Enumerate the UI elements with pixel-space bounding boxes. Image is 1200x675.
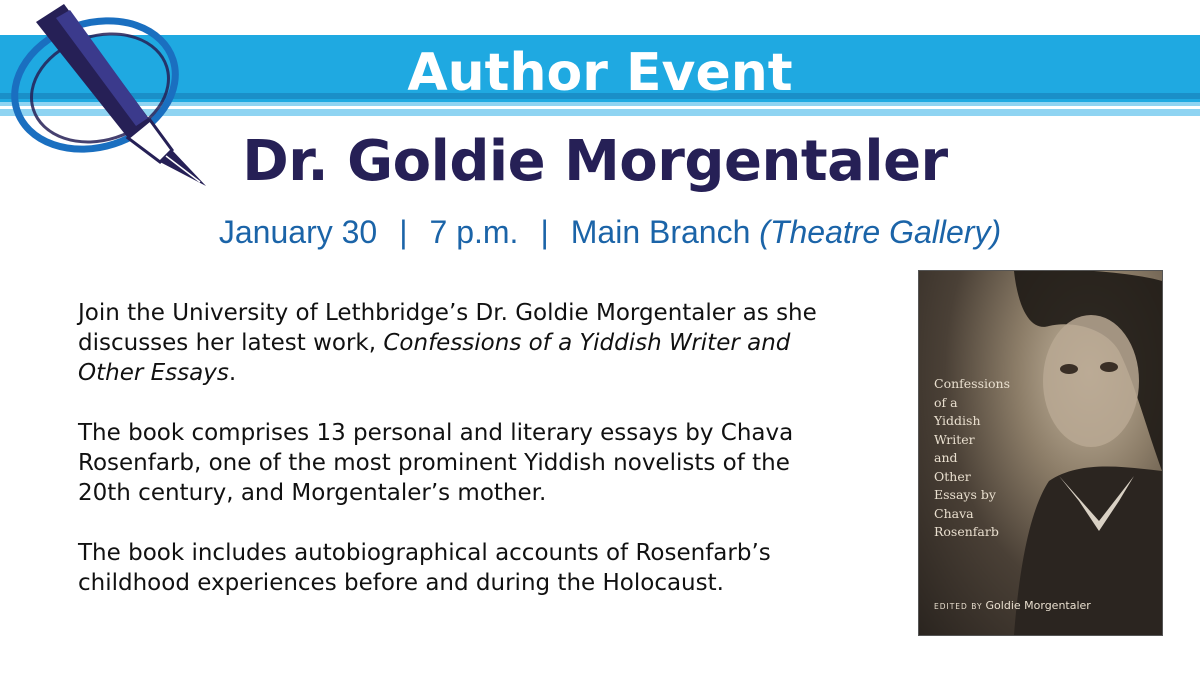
event-details [120, 207, 1100, 257]
event-description [78, 298, 838, 628]
cover-title-line: Writer [934, 431, 975, 447]
separator: | [540, 214, 549, 250]
cover-title-line: Chava [934, 505, 974, 521]
cover-title [934, 375, 1044, 542]
author-name: Dr. Goldie Morgentaler [242, 129, 948, 194]
event-time: 7 p.m. [429, 214, 519, 250]
cover-title-line: Other [934, 468, 971, 484]
book-title: Confessions of a Yiddish Writer and Other Essays [78, 330, 791, 386]
cover-title-line: Rosenfarb [934, 524, 999, 539]
cover-title-line: Essays by [934, 487, 996, 502]
fountain-pen-icon [0, 0, 215, 190]
event-date: January 30 [218, 214, 378, 250]
event-room: (Theatre Gallery) [759, 214, 1002, 250]
book-cover [918, 270, 1163, 636]
cover-title-line: and [934, 450, 958, 465]
cover-title-line: Yiddish [934, 413, 981, 428]
banner-title: Author Event [407, 43, 793, 103]
edited-by-label: EDITED BY [934, 602, 983, 611]
description-text: . [228, 360, 237, 386]
description-paragraph: The book comprises 13 personal and literary essays by Chava Rosenfarb, one of the most prominent Yiddish novelists of the 20th century, and Morgentaler’s mother. [78, 420, 794, 506]
cover-title-line: of a [934, 394, 958, 410]
description-text: Join the University of Lethbridge’s Dr. Goldie Morgentaler as she discusses her latest work, [78, 300, 817, 356]
description-paragraph: The book includes autobiographical accounts of Rosenfarb’s childhood experiences before and during the Holocaust. [78, 540, 771, 596]
description-paragraph [78, 298, 838, 388]
cover-title-line: Confessions [934, 376, 1010, 391]
editor-name: Goldie Morgentaler [985, 599, 1091, 612]
event-location: Main Branch [570, 214, 751, 250]
cover-editor [934, 599, 1154, 614]
separator: | [399, 214, 408, 250]
